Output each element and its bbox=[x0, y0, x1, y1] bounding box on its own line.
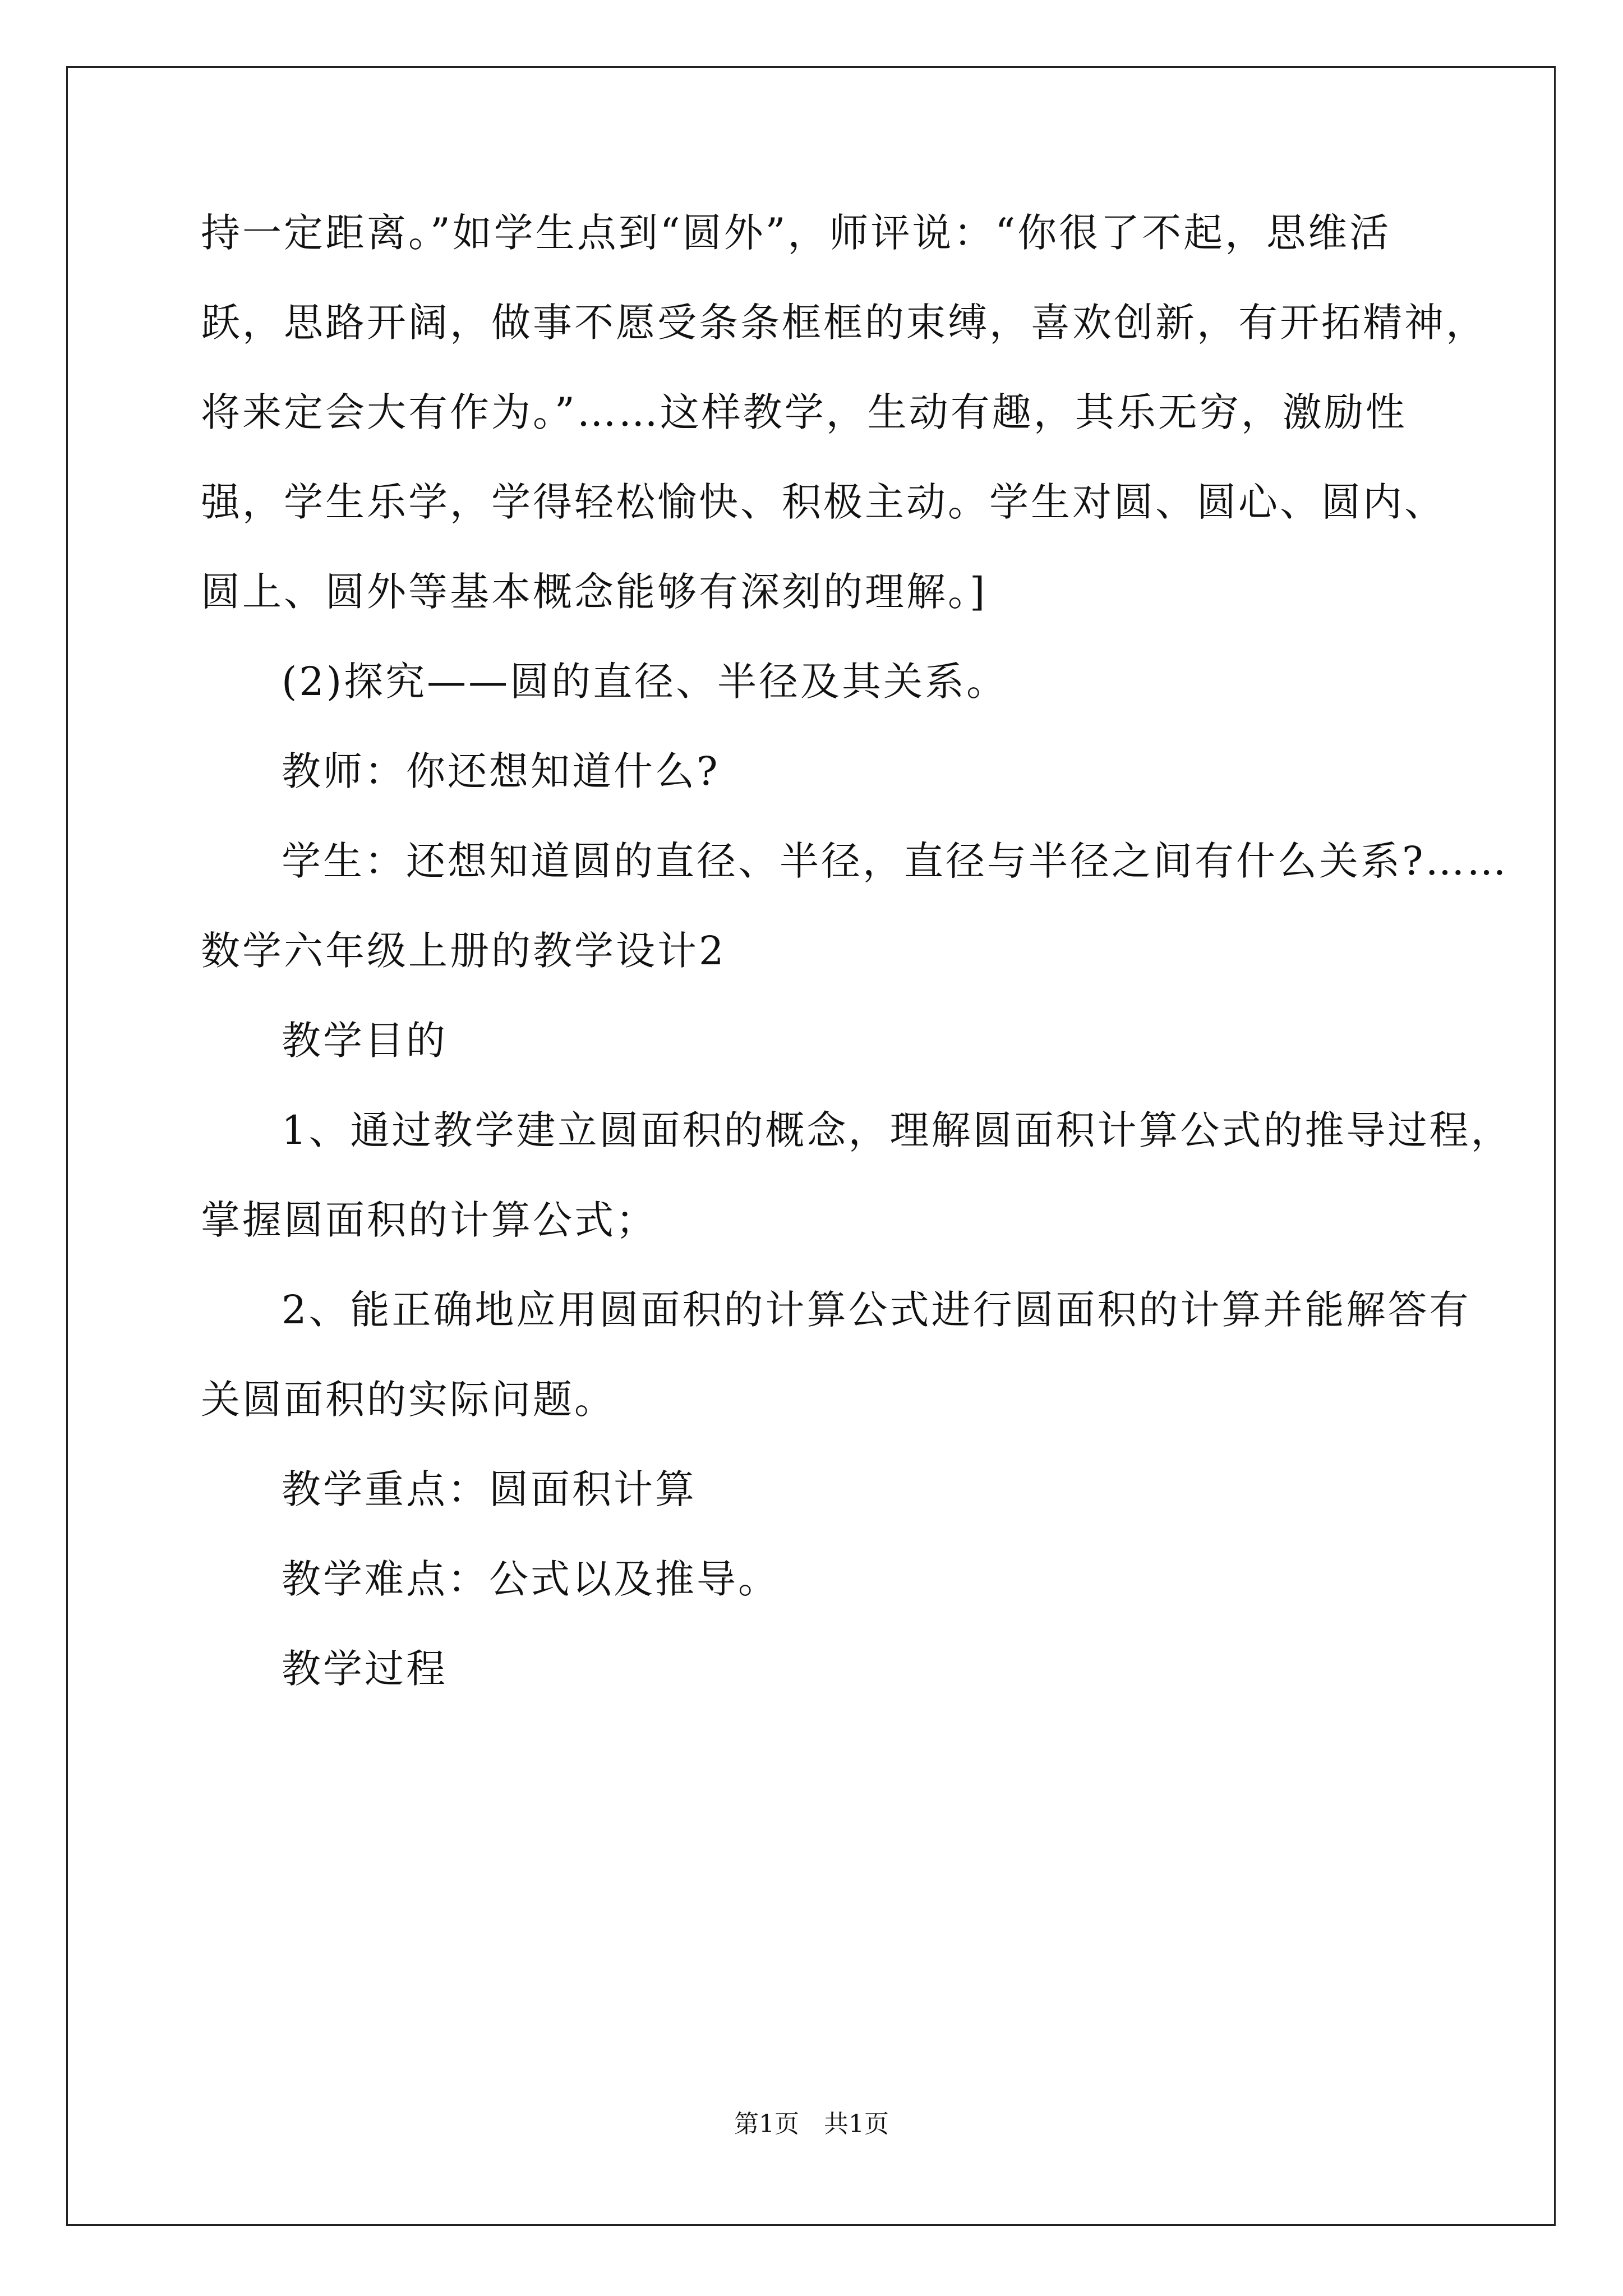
list-item: 1、通过教学建立圆面积的概念，理解圆面积计算公式的推导过程， bbox=[282, 1107, 1513, 1153]
text-line: 学生：还想知道圆的直径、半径，直径与半径之间有什么关系?…… bbox=[282, 838, 1509, 884]
list-item: 2、能正确地应用圆面积的计算公式进行圆面积的计算并能解答有 bbox=[282, 1287, 1471, 1333]
text-line: 跃，思路开阔，做事不愿受条条框框的束缚，喜欢创新，有开拓精神， bbox=[201, 300, 1487, 346]
text-line: 教学重点：圆面积计算 bbox=[282, 1466, 697, 1512]
text-line: 圆上、圆外等基本概念能够有深刻的理解。] bbox=[201, 569, 988, 615]
text-line: 强，学生乐学，学得轻松愉快、积极主动。学生对圆、圆心、圆内、 bbox=[201, 479, 1446, 525]
section-heading: 教学过程 bbox=[282, 1646, 448, 1692]
text-line: 教学难点：公式以及推导。 bbox=[282, 1556, 780, 1602]
section-heading: 教学目的 bbox=[282, 1018, 448, 1064]
section-heading: (2)探究——圆的直径、半径及其关系。 bbox=[282, 659, 1008, 705]
text-line: 将来定会大有作为。”……这样教学，生动有趣，其乐无穷，激励性 bbox=[201, 389, 1407, 435]
document-title: 数学六年级上册的教学设计2 bbox=[201, 928, 726, 974]
text-line: 关圆面积的实际问题。 bbox=[201, 1377, 616, 1423]
page-number-footer: 第1页 共1页 bbox=[734, 2110, 889, 2138]
text-line: 掌握圆面积的计算公式； bbox=[201, 1197, 657, 1243]
text-line: 持一定距离。”如学生点到“圆外”，师评说：“你很了不起，思维活 bbox=[201, 210, 1391, 256]
text-line: 教师：你还想知道什么? bbox=[282, 748, 720, 794]
